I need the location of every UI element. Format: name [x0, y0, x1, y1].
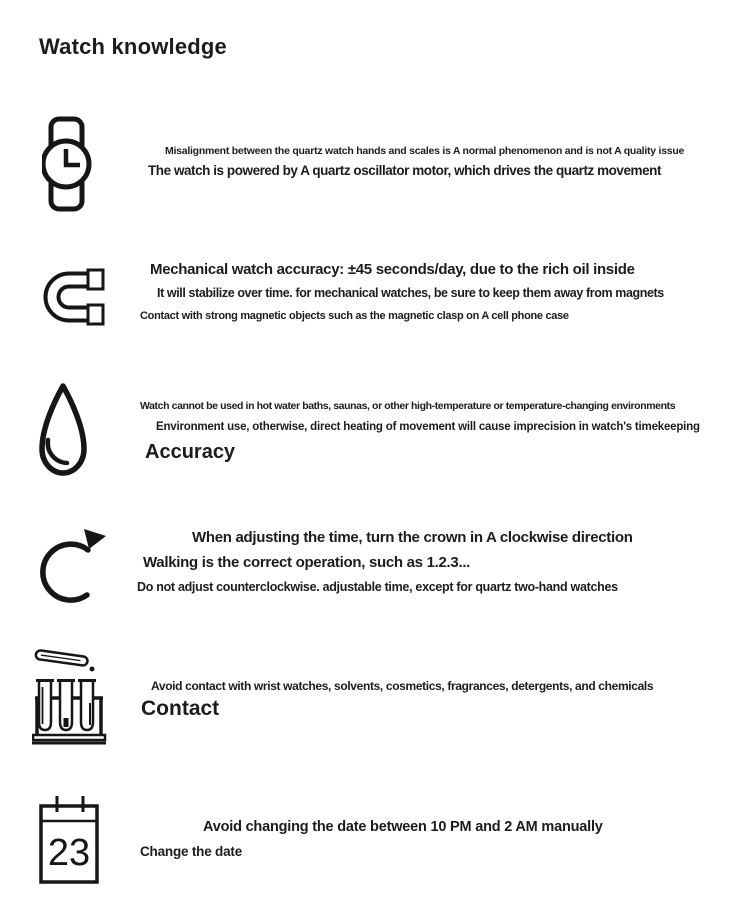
date-main-text: Avoid changing the date between 10 PM and 2 AM manually: [203, 819, 603, 835]
wristwatch-icon: [42, 116, 100, 212]
contact-heading: Contact: [141, 697, 220, 720]
accuracy-heading: Accuracy: [145, 441, 236, 463]
temperature-sub-text: Environment use, otherwise, direct heating of movement will cause imprecision in watch's timekeeping: [156, 421, 700, 433]
magnet-note-text: Contact with strong magnetic objects such as the magnetic clasp on A cell phone case: [140, 310, 569, 322]
quartz-main-text: The watch is powered by A quartz oscillator motor, which drives the quartz movement: [148, 163, 662, 178]
chemicals-sub-text: Avoid contact with wrist watches, solvents, cosmetics, fragrances, detergents, and chemicals: [151, 679, 654, 693]
magnet-sub-text: It will stabilize over time. for mechanical watches, be sure to keep them away from magnets: [157, 286, 664, 300]
clockwise-arrow-icon: [38, 524, 110, 612]
water-drop-icon: [38, 381, 88, 479]
quartz-note-text: Misalignment between the quartz watch hands and scales is A normal phenomenon and is not A quality issue: [165, 145, 685, 157]
crown-note-text: Do not adjust counterclockwise. adjustable time, except for quartz two-hand watches: [137, 580, 618, 594]
crown-main-text: When adjusting the time, turn the crown in A clockwise direction: [192, 529, 633, 546]
test-tubes-icon: [32, 648, 117, 748]
page-title: Watch knowledge: [39, 34, 227, 59]
calendar-icon: [38, 793, 100, 885]
magnet-icon: [36, 266, 108, 328]
date-sub-text: Change the date: [140, 844, 243, 859]
magnet-main-text: Mechanical watch accuracy: ±45 seconds/day, due to the rich oil inside: [150, 261, 635, 278]
calendar-day: 23: [47, 832, 91, 874]
temperature-note-text: Watch cannot be used in hot water baths, saunas, or other high-temperature or temperature-changing environments: [140, 400, 676, 412]
crown-main2-text: Walking is the correct operation, such as 1.2.3...: [143, 554, 471, 571]
